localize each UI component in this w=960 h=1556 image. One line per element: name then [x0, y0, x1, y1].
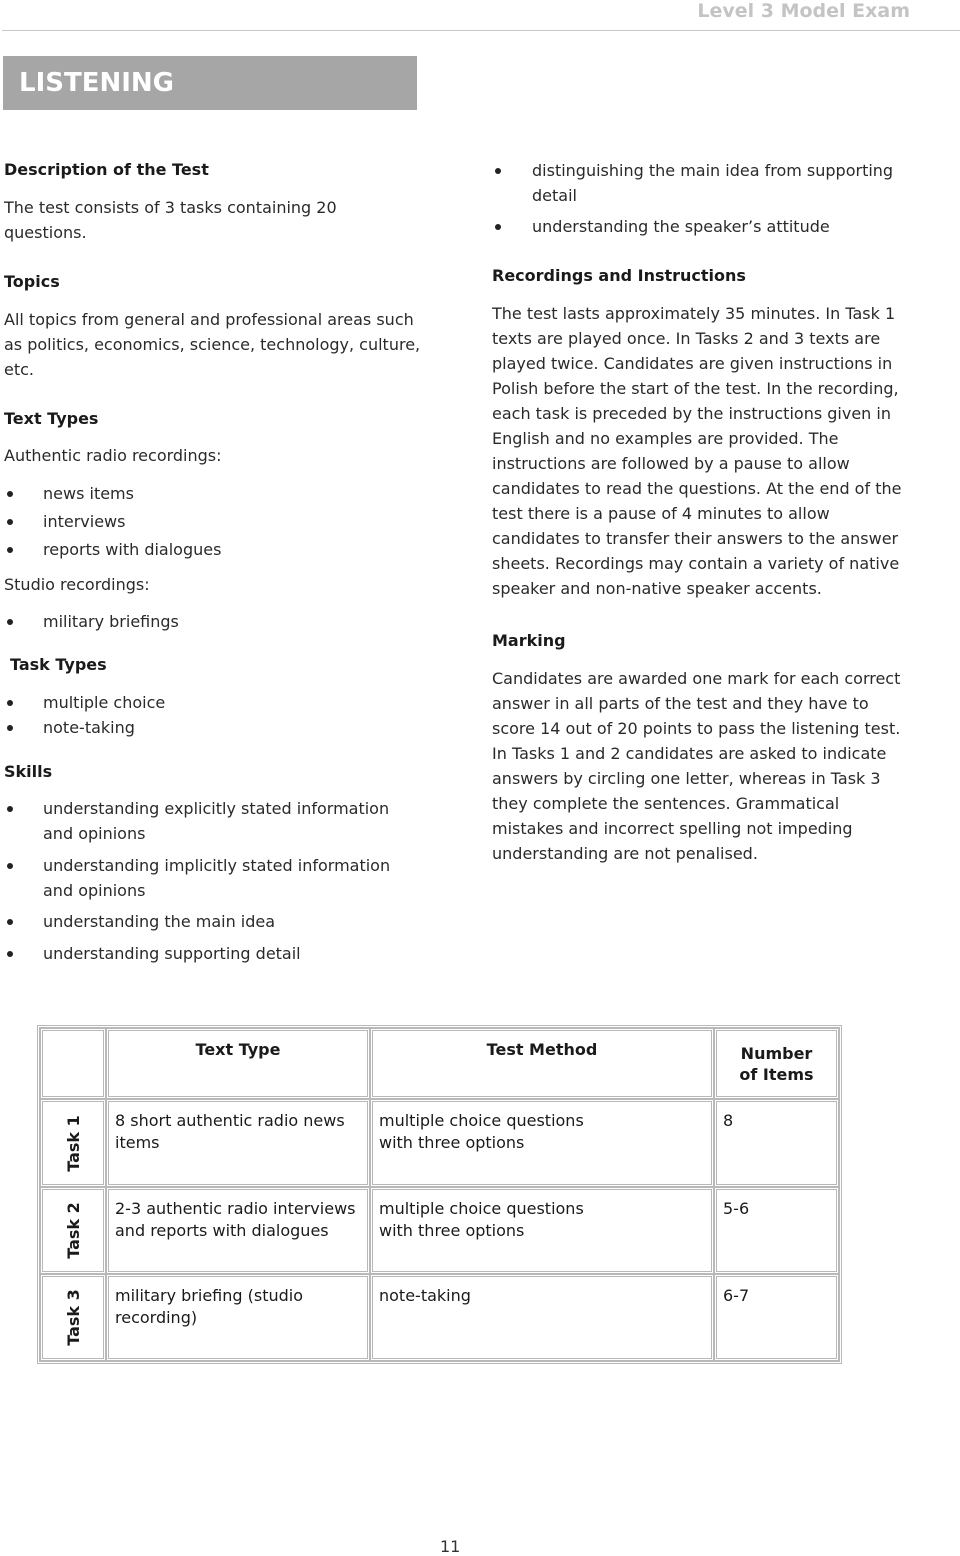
topics-heading: Topics: [4, 272, 60, 291]
topics-line-1: All topics from general and professional areas such: [4, 310, 414, 329]
header-label: Number: [740, 1044, 813, 1063]
table-header-text-type: [106, 1028, 370, 1099]
paragraph-line: they complete the sentences. Grammatical: [492, 794, 840, 813]
paragraph-line: played twice. Candidates are given instructions in: [492, 354, 893, 373]
table-header-row: [40, 1028, 839, 1099]
cell-line: recording): [115, 1308, 198, 1327]
studio-item: military briefings: [43, 612, 179, 631]
test-method-cell: [370, 1274, 714, 1361]
bullet-icon: [7, 619, 13, 625]
items-cell: [714, 1099, 839, 1187]
table-row: [40, 1187, 839, 1274]
task-type-item: note-taking: [43, 718, 135, 737]
authentic-item: news items: [43, 484, 134, 503]
description-heading: Description of the Test: [4, 160, 209, 179]
paragraph-line: instructions are followed by a pause to allow: [492, 454, 850, 473]
marking-paragraph: [492, 666, 932, 866]
text-type-cell: [106, 1274, 370, 1361]
bullet-icon: [7, 806, 13, 812]
marking-heading: Marking: [492, 631, 566, 650]
task-label-cell: [40, 1274, 106, 1361]
bullet-icon: [7, 863, 13, 869]
task-label-cell: [40, 1187, 106, 1274]
recordings-heading: Recordings and Instructions: [492, 266, 746, 285]
table-corner-cell: [40, 1028, 106, 1099]
section-title: LISTENING: [3, 56, 417, 110]
page-number: 11: [440, 1537, 461, 1556]
cell-line: military briefing (studio: [115, 1286, 303, 1305]
task-types-heading: Task Types: [10, 655, 107, 674]
skill-item-line-1: understanding the speaker’s attitude: [532, 217, 830, 236]
table-row: [40, 1274, 839, 1361]
text-type-cell: [106, 1187, 370, 1274]
header-label: of Items: [739, 1065, 814, 1084]
paragraph-line: English and no examples are provided. The: [492, 429, 839, 448]
text-types-heading: Text Types: [4, 409, 99, 428]
recordings-paragraph: [492, 301, 932, 601]
authentic-item: reports with dialogues: [43, 540, 222, 559]
cell-line: and reports with dialogues: [115, 1221, 329, 1240]
table-header-number-of-items: [714, 1028, 839, 1099]
authentic-item: interviews: [43, 512, 126, 531]
task-type-item: multiple choice: [43, 693, 166, 712]
skill-item-line-1: understanding explicitly stated information: [43, 799, 390, 818]
items-cell: [714, 1187, 839, 1274]
bullet-icon: [7, 919, 13, 925]
skill-item-line-1: understanding implicitly stated information: [43, 856, 391, 875]
paragraph-line: candidates to read the questions. At the end of the: [492, 479, 902, 498]
items-value: 5-6: [723, 1199, 750, 1218]
description-line-2: questions.: [4, 223, 87, 242]
paragraph-line: In Tasks 1 and 2 candidates are asked to indicate: [492, 744, 887, 763]
skill-item-line-1: understanding the main idea: [43, 912, 276, 931]
bullet-icon: [7, 725, 13, 731]
paragraph-line: Polish before the start of the test. In the recording,: [492, 379, 899, 398]
paragraph-line: The test lasts approximately 35 minutes. In Task 1: [492, 304, 896, 323]
header-title: Level 3 Model Exam: [697, 0, 910, 22]
bullet-icon: [495, 224, 501, 230]
header-label: Text Type: [195, 1040, 281, 1059]
task-table: [37, 1025, 842, 1364]
task-label: Task 1: [63, 1114, 83, 1172]
authentic-label: Authentic radio recordings:: [4, 446, 222, 465]
cell-line: with three options: [379, 1133, 525, 1152]
paragraph-line: answer in all parts of the test and they have to: [492, 694, 869, 713]
task-label-cell: [40, 1099, 106, 1187]
paragraph-line: score 14 out of 20 points to pass the listening test.: [492, 719, 901, 738]
table-row: [40, 1099, 839, 1187]
description-line-1: The test consists of 3 tasks containing 20: [4, 198, 337, 217]
items-value: 6-7: [723, 1286, 750, 1305]
cell-line: multiple choice questions: [379, 1199, 584, 1218]
paragraph-line: test there is a pause of 4 minutes to allow: [492, 504, 830, 523]
test-method-cell: [370, 1187, 714, 1274]
skill-item-line-1: distinguishing the main idea from supporting: [532, 161, 894, 180]
paragraph-line: each task is preceded by the instructions given in: [492, 404, 891, 423]
paragraph-line: sheets. Recordings may contain a variety of native: [492, 554, 900, 573]
task-label: Task 3: [63, 1289, 83, 1346]
paragraph-line: texts are played once. In Tasks 2 and 3 texts are: [492, 329, 881, 348]
paragraph-line: speaker and non-native speaker accents.: [492, 579, 822, 598]
cell-line: note-taking: [379, 1286, 471, 1305]
topics-line-3: etc.: [4, 360, 34, 379]
cell-line: 8 short authentic radio news: [115, 1111, 345, 1130]
skill-item-line-2: and opinions: [43, 824, 146, 843]
bullet-icon: [495, 168, 501, 174]
text-type-cell: [106, 1099, 370, 1187]
cell-line: 2-3 authentic radio interviews: [115, 1199, 356, 1218]
bullet-icon: [7, 519, 13, 525]
paragraph-line: Candidates are awarded one mark for each correct: [492, 669, 901, 688]
paragraph-line: answers by circling one letter, whereas in Task 3: [492, 769, 881, 788]
header-label: Test Method: [486, 1040, 598, 1059]
skill-item-line-2: and opinions: [43, 881, 146, 900]
bullet-icon: [7, 491, 13, 497]
paragraph-line: understanding are not penalised.: [492, 844, 758, 863]
skill-item-line-2: detail: [532, 186, 577, 205]
header-divider: [2, 30, 960, 31]
studio-label: Studio recordings:: [4, 575, 150, 594]
bullet-icon: [7, 700, 13, 706]
skill-item-line-1: understanding supporting detail: [43, 944, 301, 963]
bullet-icon: [7, 547, 13, 553]
task-label: Task 2: [63, 1202, 83, 1259]
table-header-test-method: [370, 1028, 714, 1099]
test-method-cell: [370, 1099, 714, 1187]
skills-heading: Skills: [4, 762, 53, 781]
items-value: 8: [723, 1111, 734, 1130]
topics-line-2: as politics, economics, science, technology, culture,: [4, 335, 421, 354]
items-cell: [714, 1274, 839, 1361]
cell-line: multiple choice questions: [379, 1111, 584, 1130]
bullet-icon: [7, 951, 13, 957]
paragraph-line: candidates to transfer their answers to the answer: [492, 529, 899, 548]
cell-line: items: [115, 1133, 160, 1152]
cell-line: with three options: [379, 1221, 525, 1240]
paragraph-line: mistakes and incorrect spelling not impeding: [492, 819, 853, 838]
